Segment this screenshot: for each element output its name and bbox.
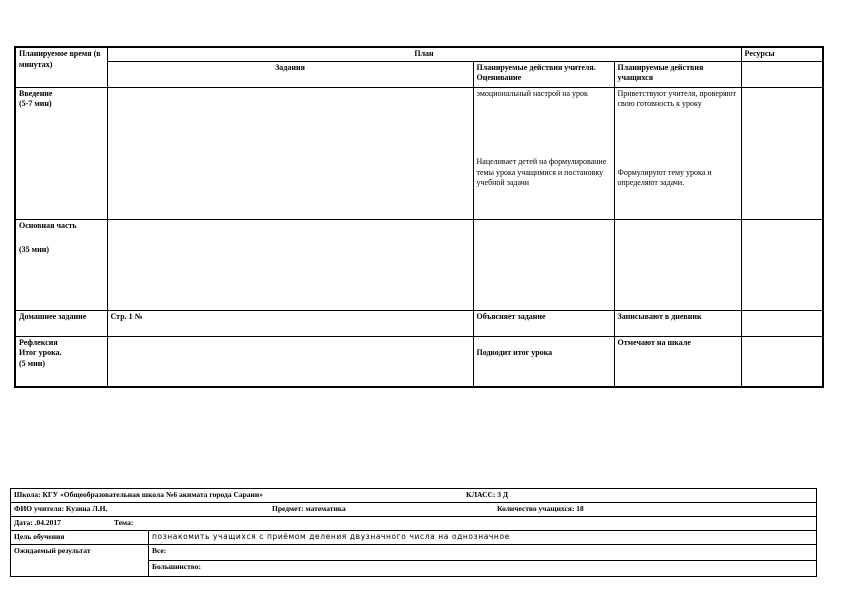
lesson-info-table <box>10 488 817 577</box>
summary-label: Итог урока. <box>19 348 62 357</box>
reflection-resources-cell <box>741 336 823 387</box>
intro-students-text-1: Приветствуют учителя, проверяют свою готовность к уроку <box>617 88 736 108</box>
goal-label: Цель обучения <box>11 531 149 545</box>
intro-resources-cell <box>741 87 823 219</box>
teacher-actions-header: Планируемые действия учителя. Оценивание <box>473 61 614 87</box>
resources-subheader-cell <box>741 61 823 87</box>
resources-header: Ресурсы <box>741 47 823 61</box>
main-time-cell <box>15 219 107 310</box>
intro-teacher-cell <box>473 87 614 219</box>
result-most: Большинство: <box>149 561 817 577</box>
intro-students-cell <box>614 87 741 219</box>
expected-result-label: Ожидаемый результат <box>11 545 149 577</box>
intro-task-cell <box>107 87 473 219</box>
tasks-header: Задания <box>107 61 473 87</box>
intro-teacher-text-1: эмоциональный настрой на урок <box>476 88 588 98</box>
homework-time-cell: Домашнее задание <box>15 310 107 336</box>
reflection-teacher-text: Подводит итог урока <box>476 347 553 357</box>
main-teacher-cell <box>473 219 614 310</box>
student-count: Количество учащихся: 18 <box>497 504 584 513</box>
teacher-name: ФИО учителя: Кузина Л.Н. <box>14 504 108 513</box>
table-row-intro <box>15 87 823 219</box>
school-name: Школа: КГУ «Общеобразовательная школа №6 акимата города Сарани» <box>14 490 263 499</box>
lesson-plan-table <box>14 46 824 388</box>
lesson-date: Дата: .04.2017 <box>14 518 61 527</box>
reflection-task-cell <box>107 336 473 387</box>
homework-teacher-cell: Объясняет задание <box>473 310 614 336</box>
main-resources-cell <box>741 219 823 310</box>
table-row-homework <box>15 310 823 336</box>
intro-teacher-text-2: Нацеливает детей на формулирование темы урока учащимися и постановку учебной задачи <box>476 157 607 187</box>
teacher-row <box>11 503 817 517</box>
time-header: Планируемое время (в минутах) <box>15 47 107 87</box>
intro-students-text-2: Формулируют тему урока и определяют задачи. <box>617 167 712 187</box>
table-row-main <box>15 219 823 310</box>
class-name: КЛАСС: 3 Д <box>466 490 509 499</box>
intro-duration: (5-7 мин) <box>19 99 52 108</box>
homework-task-cell: Стр. 1 № <box>107 310 473 336</box>
reflection-teacher-cell <box>473 336 614 387</box>
date-topic-row <box>11 517 817 531</box>
main-label: Основная часть <box>19 220 77 230</box>
homework-students-cell: Записывают в дневник <box>614 310 741 336</box>
goal-text: познакомить учащихся с приёмом деления двузначного числа на однозначное <box>149 531 817 545</box>
intro-time-cell <box>15 87 107 219</box>
intro-label: Введение <box>19 88 53 98</box>
plan-header: План <box>107 47 741 61</box>
homework-resources-cell <box>741 310 823 336</box>
main-duration: (35 мин) <box>19 245 49 254</box>
lesson-topic-label: Тема: <box>114 518 134 527</box>
reflection-label: Рефлексия <box>19 337 58 347</box>
subject-name: Предмет: математика <box>272 504 346 513</box>
reflection-duration: (5 мин) <box>19 358 45 368</box>
reflection-time-cell <box>15 336 107 387</box>
school-row <box>11 489 817 503</box>
result-all: Все: <box>149 545 817 561</box>
main-task-cell <box>107 219 473 310</box>
table-row-reflection <box>15 336 823 387</box>
student-actions-header: Планируемые действия учащихся <box>614 61 741 87</box>
reflection-students-cell: Отмечают на шкале <box>614 336 741 387</box>
main-students-cell <box>614 219 741 310</box>
